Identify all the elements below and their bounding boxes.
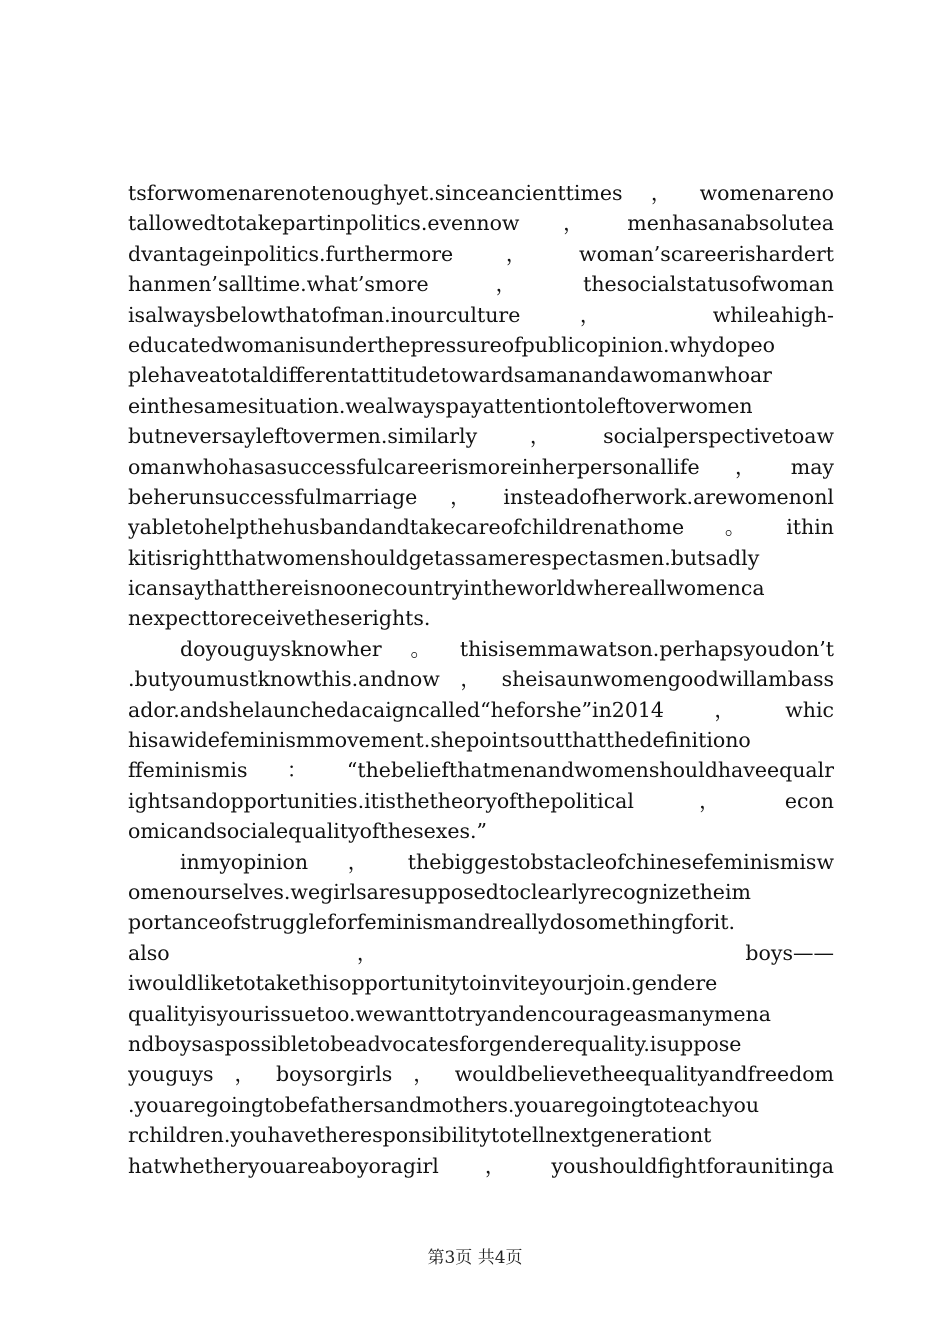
text-line: also ， boys—— <box>128 940 834 965</box>
text-line: kitisrightthatwomenshouldgetassamerespectasmen.butsadly <box>128 545 760 570</box>
text-line: educatedwomanisunderthepressureofpublicopinion.whydopeo <box>128 332 775 357</box>
text-line: ightsandopportunities.itisthetheoryofthepolitical，econ <box>128 788 834 813</box>
text-line: .butyoumustknowthis.andnow，sheisaunwomengoodwillambass <box>128 667 834 692</box>
text-line: ffeminismis：“thebeliefthatmenandwomenshouldhaveequalr <box>128 758 834 783</box>
text-line: iwouldliketotakethisopportunitytoinviteyourjoin.gendere <box>128 971 718 996</box>
text-line: inmyopinion，thebiggestobstacleofchinesefeminismisw <box>180 849 834 874</box>
text-line: tallowedtotakepartinpolitics.evennow，menhasanabsolutea <box>128 211 834 236</box>
text-line: youguys，boysorgirls，wouldbelievetheequalityandfreedom <box>128 1062 834 1087</box>
text-line: butneversayleftovermen.similarly，socialperspectivetoaw <box>128 424 834 449</box>
page-number-footer: 第3页 共4页 <box>427 1248 523 1268</box>
text-line: .youaregoingtobefathersandmothers.youaregoingtoteachyou <box>128 1092 760 1117</box>
text-line: isalwaysbelowthatofman.inourculture ， whileahigh- <box>128 302 834 327</box>
text-line: qualityisyourissuetoo.wewanttotryandencourageasmanymena <box>128 1001 771 1026</box>
text-line: tsforwomenarenotenoughyet.sinceancienttimes，womenareno <box>128 181 834 205</box>
text-line: rchildren.youhavetheresponsibilitytotellnextgenerationt <box>128 1123 712 1148</box>
text-line: ador.andshelaunchedacaigncalled“heforshe”in2014，whic <box>128 697 834 722</box>
text-line: ndboysaspossibletobeadvocatesforgenderequality.isuppose <box>128 1031 742 1056</box>
text-line: einthesamesituation.wealwayspayattentiontoleftoverwomen <box>128 393 753 418</box>
text-line: hisawidefeminismmovement.shepointsoutthatthedefinitiono <box>128 728 751 753</box>
text-line: hanmen’salltime.what’smore，thesocialstatusofwoman <box>128 272 834 297</box>
text-line: plehaveatotaldifferentattitudetowardsamanandawomanwhoar <box>128 363 772 388</box>
text-line: omenourselves.wegirlsaresupposedtoclearlyrecognizetheim <box>128 879 751 904</box>
text-line: omanwhohasasuccessfulcareerismoreinherpersonallife，may <box>128 454 834 479</box>
text-line: icansaythatthereisnoonecountryintheworldwhereallwomenca <box>128 576 765 601</box>
text-line: nexpecttoreceivetheserights. <box>128 606 431 631</box>
text-line: yabletohelpthehusbandandtakecareofchildrenathome。ithin <box>128 515 834 540</box>
text-line: beherunsuccessfulmarriage，insteadofherwork.arewomenonl <box>128 484 834 509</box>
text-line: portanceofstruggleforfeminismandreallydosomethingforit. <box>128 910 735 935</box>
text-line: hatwhetheryouareaboyoragirl，youshouldfightforaunitinga <box>128 1153 834 1178</box>
text-line: omicandsocialequalityofthesexes.” <box>128 819 488 844</box>
text-line: doyouguysknowher。thisisemmawatson.perhapsyoudon’t <box>180 636 834 661</box>
body-text <box>128 178 834 1181</box>
text-line: dvantageinpolitics.furthermore，woman’scareerishardert <box>128 241 834 266</box>
